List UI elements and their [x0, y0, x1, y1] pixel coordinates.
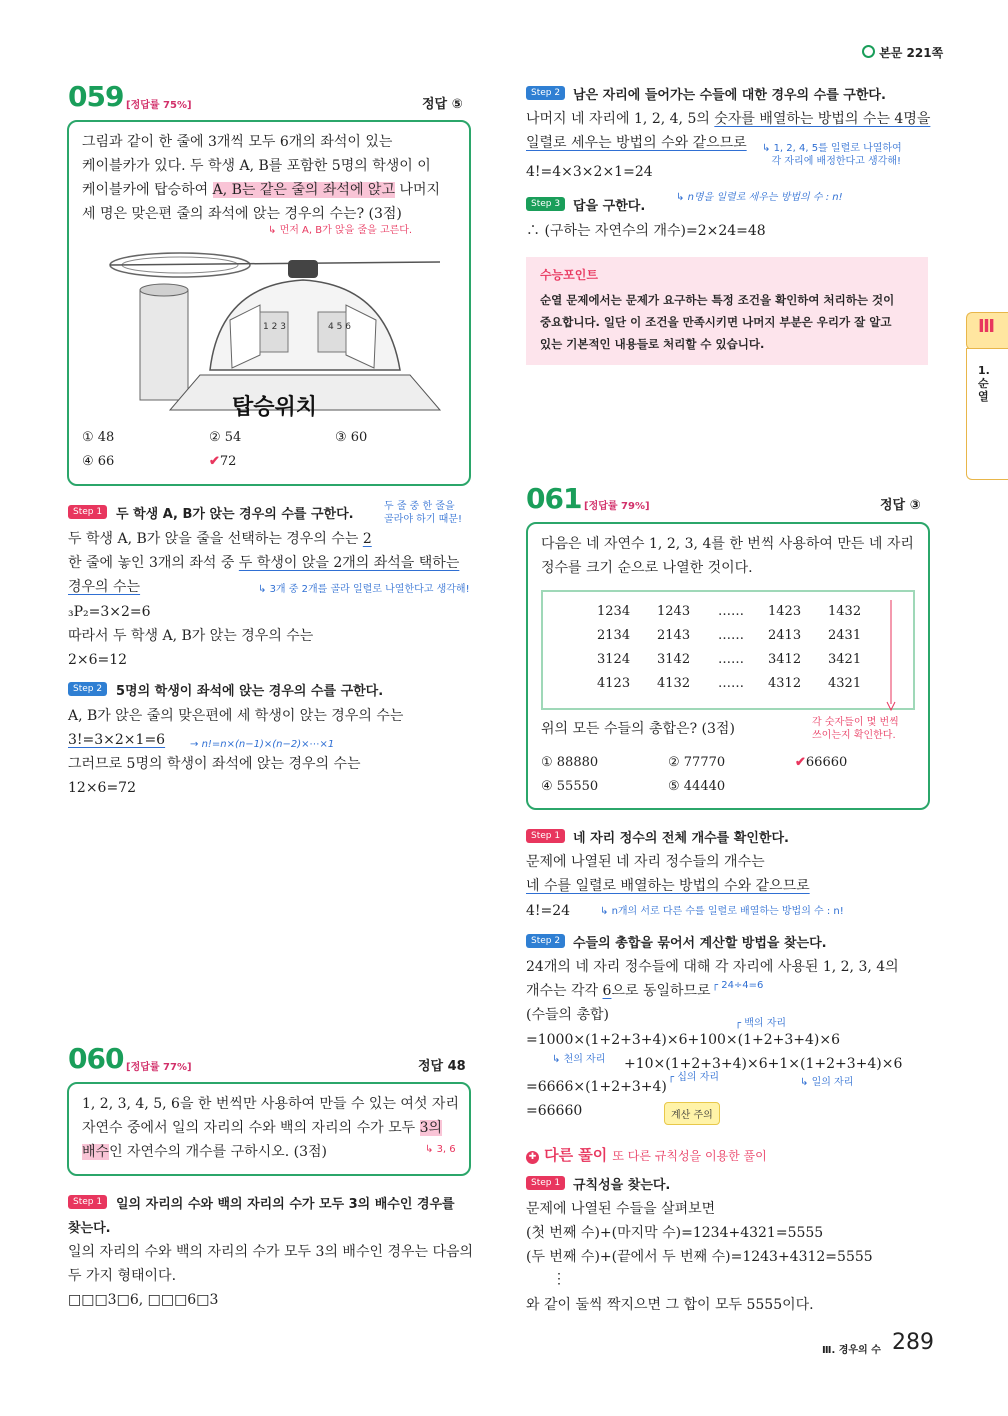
solution-line: 네 수를 일렬로 배열하는 방법의 수와 같으므로 — [526, 878, 810, 894]
side-note: ↳ 3개 중 2개를 골라 일렬로 나열한다고 생각해! — [258, 584, 470, 595]
table-cell: 4312 — [768, 676, 802, 691]
warning-badge: 계산 주의 — [664, 1102, 720, 1125]
page-number: 289 — [892, 1330, 934, 1355]
step-title: 일의 자리의 수와 백의 자리의 수가 모두 3의 배수인 경우를 — [116, 1197, 455, 1212]
footer-chapter: Ⅲ. 경우의 수 — [822, 1345, 881, 1356]
key-point-title: 수능포인트 — [540, 268, 598, 282]
table-cell: 2143 — [657, 628, 691, 643]
image-caption: 탑승위치 — [232, 395, 318, 420]
formula-line: (두 번째 수)+(끝에서 두 번째 수)=1243+4312=5555 — [526, 1249, 873, 1265]
step-title: 5명의 학생이 좌석에 앉는 경우의 수를 구한다. — [116, 684, 384, 699]
correct-choice: ✔66660 — [795, 755, 848, 770]
question-line: 자연수 중에서 일의 자리의 수와 백의 자리의 수가 모두 3의 — [82, 1120, 443, 1136]
solution-line: □□□3□6, □□□6□3 — [68, 1292, 219, 1308]
solution-line: 와 같이 둘씩 짝지으면 그 합이 모두 5555이다. — [526, 1297, 814, 1313]
chapter-roman: Ⅲ — [978, 316, 996, 337]
solution-line: 문제에 나열된 네 자리 정수들의 개수는 — [526, 854, 765, 870]
hint-note: ↳ 3, 6 — [425, 1144, 456, 1155]
question-line: 세 명은 맞은편 줄의 좌석에 앉는 경우의 수는? (3점) — [82, 206, 402, 222]
table-cell: 3421 — [828, 652, 862, 667]
step-badge: Step 3 — [526, 197, 565, 211]
formula-line: ∴ (구하는 자연수의 개수)=2×24=48 — [526, 223, 766, 239]
solution-line: 두 가지 형태이다. — [68, 1268, 177, 1284]
question-line: 그림과 같이 한 줄에 3개씩 모두 6개의 좌석이 있는 — [82, 134, 393, 150]
side-note: ↳ 1, 2, 4, 5를 일렬로 나열하여 각 자리에 배정한다고 생각해! — [762, 143, 902, 167]
table-cell: 2413 — [768, 628, 802, 643]
question-line: 위의 모든 수들의 총합은? (3점) — [541, 721, 735, 737]
choice: ④ 66 — [82, 454, 115, 469]
solution-line: 그러므로 5명의 학생이 좌석에 앉는 경우의 수는 — [68, 756, 361, 772]
answer-label: 정답 ⑤ — [422, 97, 463, 112]
step-title: 두 학생 A, B가 앉는 경우의 수를 구한다. — [116, 507, 354, 522]
formula-line: 4!=4×3×2×1=24 — [526, 164, 653, 180]
solution-line: (수들의 총합) — [526, 1007, 609, 1023]
solution-line: 두 학생 A, B가 앉을 줄을 선택하는 경우의 수는 2 — [68, 531, 372, 547]
table-cell: 3412 — [768, 652, 802, 667]
circle-icon — [862, 45, 875, 58]
table-cell: …… — [718, 628, 744, 643]
choice: ⑤ 44440 — [668, 779, 726, 794]
side-note: ↳ n개의 서로 다른 수를 일렬로 배열하는 방법의 수 : n! — [600, 906, 844, 917]
formula-line: =66660 — [526, 1103, 583, 1119]
step-badge: Step 2 — [526, 86, 565, 100]
choice: ① 48 — [82, 430, 115, 445]
formula-line: 12×6=72 — [68, 780, 136, 796]
hint-note: ↳ 먼저 A, B가 앉을 줄을 고른다. — [268, 225, 413, 236]
step-title: 남은 자리에 들어가는 수들에 대한 경우의 수를 구한다. — [573, 88, 886, 103]
solution-line: 한 줄에 놓인 3개의 좌석 중 두 학생이 앉을 2개의 좌석을 택하는 — [68, 555, 460, 571]
table-cell: 4123 — [597, 676, 631, 691]
solution-line: 일의 자리의 수와 백의 자리의 수가 모두 3의 배수인 경우는 다음의 — [68, 1244, 474, 1260]
side-note: → n!=n×(n−1)×(n−2)×⋯×1 — [190, 739, 335, 750]
solution-line: 문제에 나열된 수들을 살펴보면 — [526, 1201, 716, 1217]
table-cell: 1243 — [657, 604, 691, 619]
step-badge: Step 1 — [68, 1195, 107, 1209]
formula-line: 2×6=12 — [68, 652, 128, 668]
question-line: 케이블카에 탑승하여 A, B는 같은 줄의 좌석에 앉고 나머지 — [82, 182, 440, 198]
solution-line: 일렬로 세우는 방법의 수와 같으므로 — [526, 135, 747, 151]
choice: ④ 55550 — [541, 779, 599, 794]
choice: ② 54 — [209, 430, 242, 445]
formula-line: =1000×(1+2+3+4)×6+100×(1+2+3+4)×6 — [526, 1032, 841, 1048]
solution-line: 개수는 각각 6으로 동일하므로 — [526, 983, 711, 999]
accuracy-rate: [정답률 75%] — [126, 100, 192, 111]
place-note: ↳ 천의 자리 — [552, 1054, 606, 1065]
step-title: 답을 구한다. — [573, 199, 646, 214]
choice: ③ 60 — [335, 430, 368, 445]
question-line: 정수를 크기 순으로 나열한 것이다. — [541, 560, 753, 576]
choice: ① 88880 — [541, 755, 599, 770]
solution-line: A, B가 앉은 줄의 맞은편에 세 학생이 앉는 경우의 수는 — [68, 708, 404, 724]
step-badge: Step 1 — [526, 829, 565, 843]
table-cell: 2134 — [597, 628, 631, 643]
step-title: 찾는다. — [68, 1221, 111, 1236]
key-point-text: 순열 문제에서는 문제가 요구하는 특정 조건을 확인하여 처리하는 것이 — [540, 293, 895, 307]
key-point-text: 중요합니다. 일단 이 조건을 만족시키면 나머지 부분은 우리가 잘 알고 — [540, 315, 892, 329]
question-line: 케이블카가 있다. 두 학생 A, B를 포함한 5명의 학생이 이 — [82, 158, 431, 174]
table-cell: …… — [718, 676, 744, 691]
question-line: 다음은 네 자연수 1, 2, 3, 4를 한 번씩 사용하여 만든 네 자리 — [541, 536, 914, 552]
formula-line: 3!=3×2×1=6 — [68, 732, 166, 748]
step-badge: Step 1 — [526, 1176, 565, 1190]
table-cell: 2431 — [828, 628, 862, 643]
seat-labels: 4 5 6 — [328, 322, 351, 332]
problem-number-060: 060 — [68, 1042, 124, 1075]
problem-number-059: 059 — [68, 80, 124, 113]
answer-label: 정답 48 — [418, 1059, 466, 1074]
solution-line: 경우의 수는 — [68, 579, 141, 595]
step-title: 수들의 총합을 묶어서 계산할 방법을 찾는다. — [573, 936, 827, 951]
step-title: 네 자리 정수의 전체 개수를 확인한다. — [573, 831, 789, 846]
star-icon: ✚ — [526, 1151, 539, 1164]
place-note: ┌ 백의 자리 — [735, 1018, 787, 1029]
solution-line: 24개의 네 자리 정수들에 대해 각 자리에 사용된 1, 2, 3, 4의 — [526, 959, 899, 975]
table-cell: 3124 — [597, 652, 631, 667]
question-line: 1, 2, 3, 4, 5, 6을 한 번씩만 사용하여 만들 수 있는 여섯 자리 — [82, 1096, 459, 1112]
step-title: 규칙성을 찾는다. — [573, 1178, 671, 1193]
table-cell: 1234 — [597, 604, 631, 619]
formula-line: =6666×(1+2+3+4) — [526, 1079, 667, 1095]
question-line: 배수인 자연수의 개수를 구하시오. (3점) — [82, 1144, 327, 1160]
place-note: ┌ 십의 자리 — [668, 1072, 720, 1083]
page-reference: 본문 221쪽 — [862, 44, 943, 61]
correct-choice: ✔72 — [209, 454, 237, 469]
formula-line: (첫 번째 수)+(마지막 수)=1234+4321=5555 — [526, 1225, 824, 1241]
accuracy-rate: [정답률 77%] — [126, 1062, 192, 1073]
table-cell: 1432 — [828, 604, 862, 619]
formula-line: +10×(1+2+3+4)×6+1×(1+2+3+4)×6 — [624, 1056, 903, 1072]
side-note: ┌ 24÷4=6 — [712, 980, 764, 991]
table-cell: 3142 — [657, 652, 691, 667]
step-badge: Step 1 — [68, 505, 107, 519]
formula-line: 4!=24 — [526, 903, 571, 919]
table-cell: …… — [718, 604, 744, 619]
side-note: 두 줄 중 한 줄을 골라야 하기 때문! — [384, 501, 462, 525]
step-badge: Step 2 — [68, 682, 107, 696]
table-cell: 4132 — [657, 676, 691, 691]
hint-note: 각 숫자들이 몇 번씩 쓰이는지 확인한다. — [812, 717, 899, 741]
table-cell: 4321 — [828, 676, 862, 691]
accuracy-rate: [정답률 79%] — [584, 501, 650, 512]
answer-label: 정답 ③ — [880, 498, 921, 513]
table-cell: …… — [718, 652, 744, 667]
solution-line: 나머지 네 자리에 1, 2, 4, 5의 숫자를 배열하는 방법의 수는 4명을 — [526, 111, 931, 127]
step-badge: Step 2 — [526, 934, 565, 948]
choice: ② 77770 — [668, 755, 726, 770]
key-point-text: 있는 기본적인 내용들로 처리할 수 있습니다. — [540, 337, 765, 351]
table-cell: 1423 — [768, 604, 802, 619]
check-mark-icon: ✔ — [795, 755, 806, 770]
place-note: ↳ 일의 자리 — [800, 1077, 854, 1088]
arrow-down-icon — [886, 600, 896, 712]
problem-number-061: 061 — [526, 482, 582, 515]
section-label: 1. 순열 — [978, 364, 990, 403]
check-mark-icon: ✔ — [209, 454, 220, 469]
side-note: ↳ n명을 일렬로 세우는 방법의 수 : n! — [676, 192, 843, 203]
formula-line: ₃P₂=3×2=6 — [68, 604, 151, 620]
highlighted-condition: A, B는 같은 줄의 좌석에 앉고 — [212, 182, 395, 198]
ellipsis: ⋮ — [552, 1271, 566, 1287]
seat-labels: 1 2 3 — [263, 322, 286, 332]
solution-line: 따라서 두 학생 A, B가 앉는 경우의 수는 — [68, 628, 314, 644]
alt-solution-header: ✚ 다른 풀이 또 다른 규칙성을 이용한 풀이 — [526, 1144, 767, 1165]
